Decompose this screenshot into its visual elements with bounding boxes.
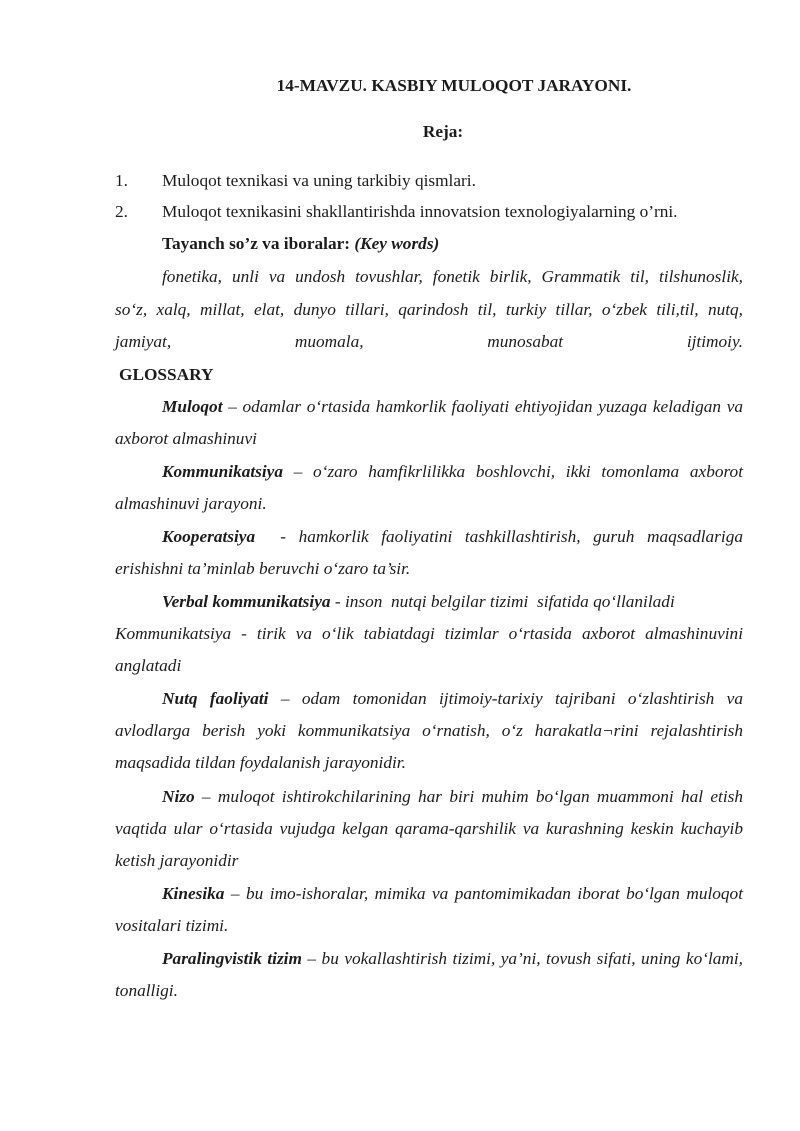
glossary-term: Kommunikatsiya: [162, 462, 283, 481]
plan-item-number: 2.: [115, 202, 128, 221]
glossary-entry: [115, 586, 743, 618]
glossary-term: Paralingvistik tizim: [162, 949, 302, 968]
glossary-definition: bu vokallashtirish tizimi, ya’ni, tovush sifati, uning ko‘lami, tonalligi.: [115, 949, 744, 1000]
glossary-entry: [115, 878, 743, 942]
glossary-entry: [115, 781, 743, 877]
glossary-definition: odam tomonidan ijtimoiy-tarixiy tajribani o‘zlashtirish va avlodlarga berish yoki kommunikatsiya o‘rnatish, o‘z harakatla¬rini rejalashtirish maqsadida tildan foydalanish jarayonidir.: [115, 689, 743, 772]
glossary-term: Muloqot: [162, 397, 223, 416]
keywords-line-3: jamiyat, muomala, munosabat ijtimoiy.: [115, 332, 743, 351]
glossary-separator: -: [255, 527, 299, 546]
glossary-definition: odamlar o‘rtasida hamkorlik faoliyati ehtiyojidan yuzaga keladigan va axborot almashinuvi: [115, 397, 744, 448]
glossary-definition: muloqot ishtirokchilarining har biri muhim bo‘lgan muammoni hal etish vaqtida ular o‘rtasida vujudga kelgan qarama-qarshilik va kurashning keskin kuchayib ketish jarayonidir: [115, 787, 743, 870]
keywords-heading: [115, 228, 743, 260]
plan-item-number: 1.: [115, 171, 128, 190]
glossary-definition: bu imo-ishoralar, mimika va pantomimikadan iborat bo‘lgan muloqot vositalari tizimi.: [115, 884, 744, 935]
glossary-separator: –: [222, 397, 243, 416]
glossary-separator: –: [283, 462, 314, 481]
glossary-term: Nutq faoliyati: [162, 689, 269, 708]
glossary-definition: hamkorlik faoliyatini tashkillashtirish, guruh maqsadlariga erishishni ta’minlab beruvchi o‘zaro ta’sir.: [115, 527, 743, 578]
keywords-label: Tayanch so’z va iboralar:: [162, 234, 355, 253]
glossary-entry: [115, 943, 743, 1007]
glossary-term: Kooperatsiya: [162, 527, 256, 546]
glossary-separator: –: [268, 689, 302, 708]
keywords-line-1: fonetika, unli va undosh tovushlar, fonetik birlik, Grammatik til, tilshunoslik,: [162, 267, 743, 286]
glossary-entry: [115, 521, 743, 585]
keywords-line-2: so‘z, xalq, millat, elat, dunyo tillari, qarindosh til, turkiy tillar, o‘zbek tili,til, nutq,: [115, 300, 743, 319]
plan-item-text: Muloqot texnikasini shakllantirishda innovatsion texnologiyalarning o’rni.: [162, 202, 678, 221]
glossary-separator: –: [224, 884, 247, 903]
plan-heading: Reja:: [422, 122, 464, 141]
glossary-separator: –: [301, 949, 322, 968]
glossary-entry: [115, 683, 743, 779]
glossary-entry: [115, 618, 743, 682]
glossary-separator: -: [330, 592, 345, 611]
glossary-definition: Kommunikatsiya - tirik va o‘lik tabiatdagi tizimlar o‘rtasida axborot almashinuvini anglatadi: [115, 624, 743, 675]
glossary-definition: inson nutqi belgilar tizimi sifatida qo‘llaniladi: [344, 592, 675, 611]
glossary-term: Kinesika: [162, 884, 225, 903]
glossary-separator: –: [194, 787, 218, 806]
glossary-definition: o‘zaro hamfikrlilikka boshlovchi, ikki tomonlama axborot almashinuvi jarayoni.: [115, 462, 743, 513]
glossary-entry: [115, 456, 743, 520]
glossary-term: Verbal kommunikatsiya: [162, 592, 331, 611]
glossary-heading: GLOSSARY: [119, 365, 214, 384]
page-title: 14-MAVZU. KASBIY MULOQOT JARAYONI.: [276, 76, 632, 95]
glossary-entry: [115, 391, 743, 455]
plan-item-text: Muloqot texnikasi va uning tarkibiy qismlari.: [162, 171, 476, 190]
keywords-label-en: (Key words): [354, 234, 440, 253]
glossary-term: Nizo: [162, 787, 195, 806]
